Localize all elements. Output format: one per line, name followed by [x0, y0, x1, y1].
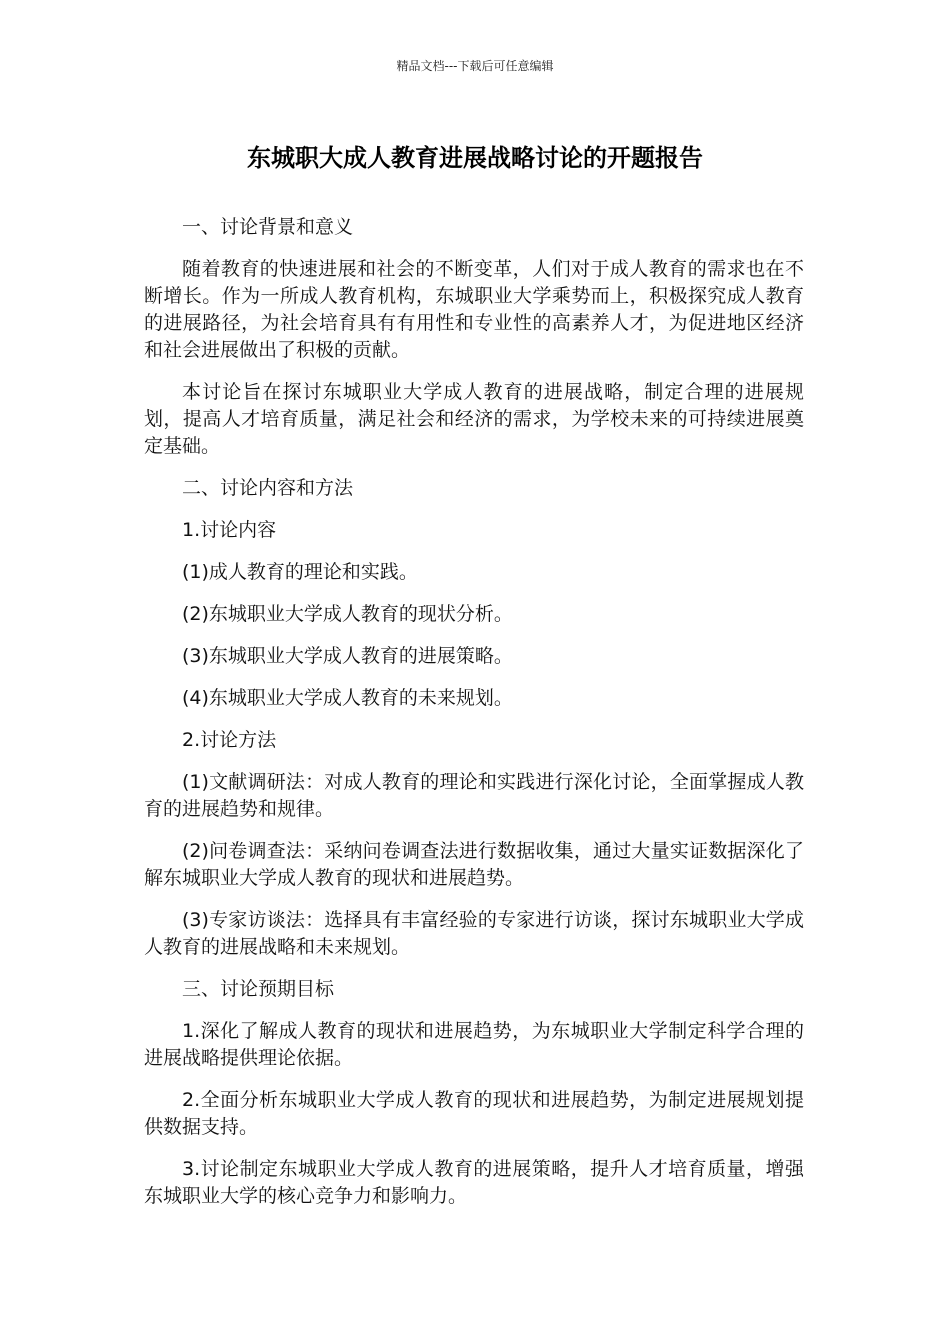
list-item-content-2: (2)东城职业大学成人教育的现状分析。: [182, 603, 513, 625]
subheading-content: 1.讨论内容: [182, 519, 277, 541]
list-item-method-2: (2)问卷调查法：采纳问卷调查法进行数据收集，通过大量实证数据深化了解东城职业大学成人教育的现状和进展趋势。: [144, 840, 804, 889]
paragraph-purpose: 本讨论旨在探讨东城职业大学成人教育的进展战略，制定合理的进展规划，提高人才培育质量，满足社会和经济的需求，为学校未来的可持续进展奠定基础。: [144, 381, 804, 457]
document-title: 东城职大成人教育进展战略讨论的开题报告: [247, 144, 703, 172]
list-item-goal-2: 2.全面分析东城职业大学成人教育的现状和进展趋势，为制定进展规划提供数据支持。: [144, 1089, 804, 1138]
list-item-goal-1: 1.深化了解成人教育的现状和进展趋势，为东城职业大学制定科学合理的进展战略提供理论依据。: [144, 1020, 804, 1069]
list-item-method-1: (1)文献调研法：对成人教育的理论和实践进行深化讨论，全面掌握成人教育的进展趋势和规律。: [144, 771, 804, 820]
page-header: 精品文档---下载后可任意编辑: [396, 59, 554, 73]
document-body: [144, 214, 804, 1225]
list-item-method-3: (3)专家访谈法：选择具有丰富经验的专家进行访谈，探讨东城职业大学成人教育的进展战略和未来规划。: [144, 909, 804, 958]
section-heading-goals: 三、讨论预期目标: [182, 978, 335, 1000]
subheading-methods: 2.讨论方法: [182, 729, 277, 751]
list-item-content-4: (4)东城职业大学成人教育的未来规划。: [182, 687, 513, 709]
paragraph-background: 随着教育的快速进展和社会的不断变革，人们对于成人教育的需求也在不断增长。作为一所成人教育机构，东城职业大学乘势而上，积极探究成人教育的进展路径，为社会培育具有有用性和专业性的高素养人才，为促进地区经济和社会进展做出了积极的贡献。: [144, 258, 804, 361]
list-item-goal-3: 3.讨论制定东城职业大学成人教育的进展策略，提升人才培育质量，增强东城职业大学的核心竞争力和影响力。: [144, 1158, 804, 1207]
section-heading-content-methods: 二、讨论内容和方法: [182, 477, 354, 499]
list-item-content-3: (3)东城职业大学成人教育的进展策略。: [182, 645, 513, 667]
section-heading-background: 一、讨论背景和意义: [182, 216, 354, 238]
list-item-content-1: (1)成人教育的理论和实践。: [182, 561, 418, 583]
